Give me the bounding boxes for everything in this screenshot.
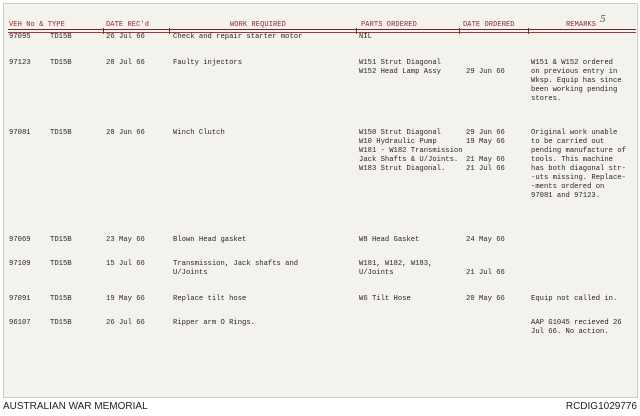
work-required-line: Replace tilt hose [173, 295, 247, 303]
column-tick [169, 28, 170, 34]
parts-ordered-cell [359, 295, 411, 304]
parts-ordered-line: U/Joints [359, 269, 394, 277]
date-received-cell: 28 Jun 66 [106, 129, 145, 137]
footer-institution: AUSTRALIAN WAR MEMORIAL [3, 401, 148, 412]
remarks-cell [531, 59, 622, 104]
work-required-cell [173, 236, 246, 245]
remarks-line: Wksp. Equip has since [531, 77, 622, 85]
date-received-cell: 23 May 66 [106, 236, 145, 244]
parts-ordered-line: Jack Shafts & U/Joints. [359, 156, 459, 164]
date-ordered-cell [466, 295, 505, 304]
parts-ordered-line: W183 Strut Diagonal. [359, 165, 446, 173]
date-ordered-line: 21 Jul 66 [466, 269, 505, 277]
document-page [3, 3, 638, 398]
header-work: WORK REQUIRED [230, 21, 286, 29]
remarks-line: -ments ordered on [531, 183, 605, 191]
remarks-line: Jul 66. No action. [531, 328, 609, 336]
parts-ordered-line: W152 Head Lamp Assy [359, 68, 441, 76]
vehicle-type-cell: TD15B [50, 236, 72, 244]
remarks-line: tools. This machine [531, 156, 613, 164]
date-ordered-line [466, 260, 505, 269]
parts-ordered-cell [359, 59, 441, 77]
date-received-cell: 26 Jul 66 [106, 33, 145, 41]
remarks-line: W151 & W152 ordered [531, 59, 613, 67]
date-received-cell: 19 May 66 [106, 295, 145, 303]
date-ordered-line: 29 Jun 66 [466, 129, 505, 137]
parts-ordered-cell [359, 33, 372, 42]
header-date: DATE REC'd [106, 21, 150, 29]
date-received-cell: 26 Jul 66 [106, 319, 145, 327]
date-ordered-line [466, 59, 505, 68]
date-ordered-line: 20 May 66 [466, 295, 505, 303]
vehicle-number-cell: 97109 [9, 260, 31, 268]
vehicle-type-cell: TD15B [50, 319, 72, 327]
date-received-cell: 15 Jul 66 [106, 260, 145, 268]
parts-ordered-line: W6 Tilt Hose [359, 295, 411, 303]
remarks-line: stores. [531, 95, 562, 103]
remarks-line: Equip not called in. [531, 295, 618, 303]
header-date-ordered: DATE ORDERED [463, 21, 515, 29]
vehicle-number-cell: 96107 [9, 319, 31, 327]
remarks-line: on previous entry in [531, 68, 618, 76]
work-required-cell [173, 295, 246, 304]
date-ordered-cell [466, 33, 470, 42]
remarks-line: to be carried out [531, 138, 605, 146]
date-ordered-cell [466, 260, 505, 278]
date-received-cell: 28 Jul 66 [106, 59, 145, 67]
vehicle-type-cell: TD15B [50, 33, 72, 41]
column-tick [528, 28, 529, 34]
handwritten-page-mark: 5 [600, 15, 606, 25]
header-remarks: REMARKS [566, 21, 597, 29]
date-ordered-cell [466, 59, 505, 77]
vehicle-number-cell: 97095 [9, 33, 31, 41]
work-required-line: Transmission, Jack shafts and [173, 260, 299, 268]
vehicle-number-cell: 97123 [9, 59, 31, 67]
parts-ordered-line: W8 Head Gasket [359, 236, 420, 244]
remarks-cell [531, 129, 626, 201]
column-tick [103, 28, 104, 34]
footer-record-id: RCDIG1029776 [565, 401, 637, 412]
work-required-cell [173, 319, 255, 328]
work-required-cell [173, 59, 242, 68]
date-ordered-line: 19 May 66 [466, 138, 505, 146]
remarks-line: been working pending [531, 86, 618, 94]
remarks-cell [531, 319, 622, 337]
work-required-line: Winch Clutch [173, 129, 225, 137]
column-tick [459, 28, 460, 34]
vehicle-type-cell: TD15B [50, 260, 72, 268]
parts-ordered-cell [359, 260, 432, 278]
vehicle-number-cell: 97069 [9, 236, 31, 244]
date-ordered-line [466, 33, 470, 42]
date-ordered-line: 29 Jun 66 [466, 68, 505, 76]
work-required-line: Faulty injectors [173, 59, 243, 67]
work-required-cell [173, 33, 302, 42]
work-required-line: Ripper arm O Rings. [173, 319, 255, 327]
date-ordered-cell [466, 236, 505, 245]
remarks-line: pending manufacture of [531, 147, 626, 155]
remarks-line: AAP G1045 recieved 26 [531, 319, 622, 327]
work-required-cell [173, 129, 225, 138]
parts-ordered-cell [359, 236, 419, 245]
column-tick [356, 28, 357, 34]
work-required-cell [173, 260, 298, 278]
date-ordered-line: 21 Jul 66 [466, 165, 505, 173]
date-ordered-line [466, 147, 505, 156]
remarks-line: has both diagonal str- [531, 165, 626, 173]
parts-ordered-line: W150 Strut Diagonal [359, 129, 441, 137]
work-required-line: Blown Head gasket [173, 236, 247, 244]
parts-ordered-line: W10 Hydraulic Pump [359, 138, 437, 146]
work-required-line: Check and repair starter motor [173, 33, 303, 41]
vehicle-number-cell: 97081 [9, 129, 31, 137]
date-ordered-line: 21 May 66 [466, 156, 505, 164]
header-veh: VEH No & TYPE [9, 21, 65, 29]
remarks-line: -uts missing. Replace- [531, 174, 626, 182]
parts-ordered-line: NIL [359, 33, 372, 41]
vehicle-type-cell: TD15B [50, 295, 72, 303]
parts-ordered-line: W181 - W182 Transmission [359, 147, 463, 155]
date-ordered-cell [466, 129, 505, 174]
remarks-line: 97081 and 97123. [531, 192, 601, 200]
remarks-cell [531, 295, 617, 304]
vehicle-type-cell: TD15B [50, 59, 72, 67]
parts-ordered-line: W181, W182, W183, [359, 260, 433, 268]
vehicle-number-cell: 97091 [9, 295, 31, 303]
parts-ordered-line: W151 Strut Diagonal [359, 59, 441, 67]
vehicle-type-cell: TD15B [50, 129, 72, 137]
date-ordered-line: 24 May 66 [466, 236, 505, 244]
remarks-line: Original work unable [531, 129, 618, 137]
parts-ordered-cell [359, 129, 463, 174]
header-parts: PARTS ORDERED [361, 21, 417, 29]
work-required-line: U/Joints [173, 269, 208, 277]
